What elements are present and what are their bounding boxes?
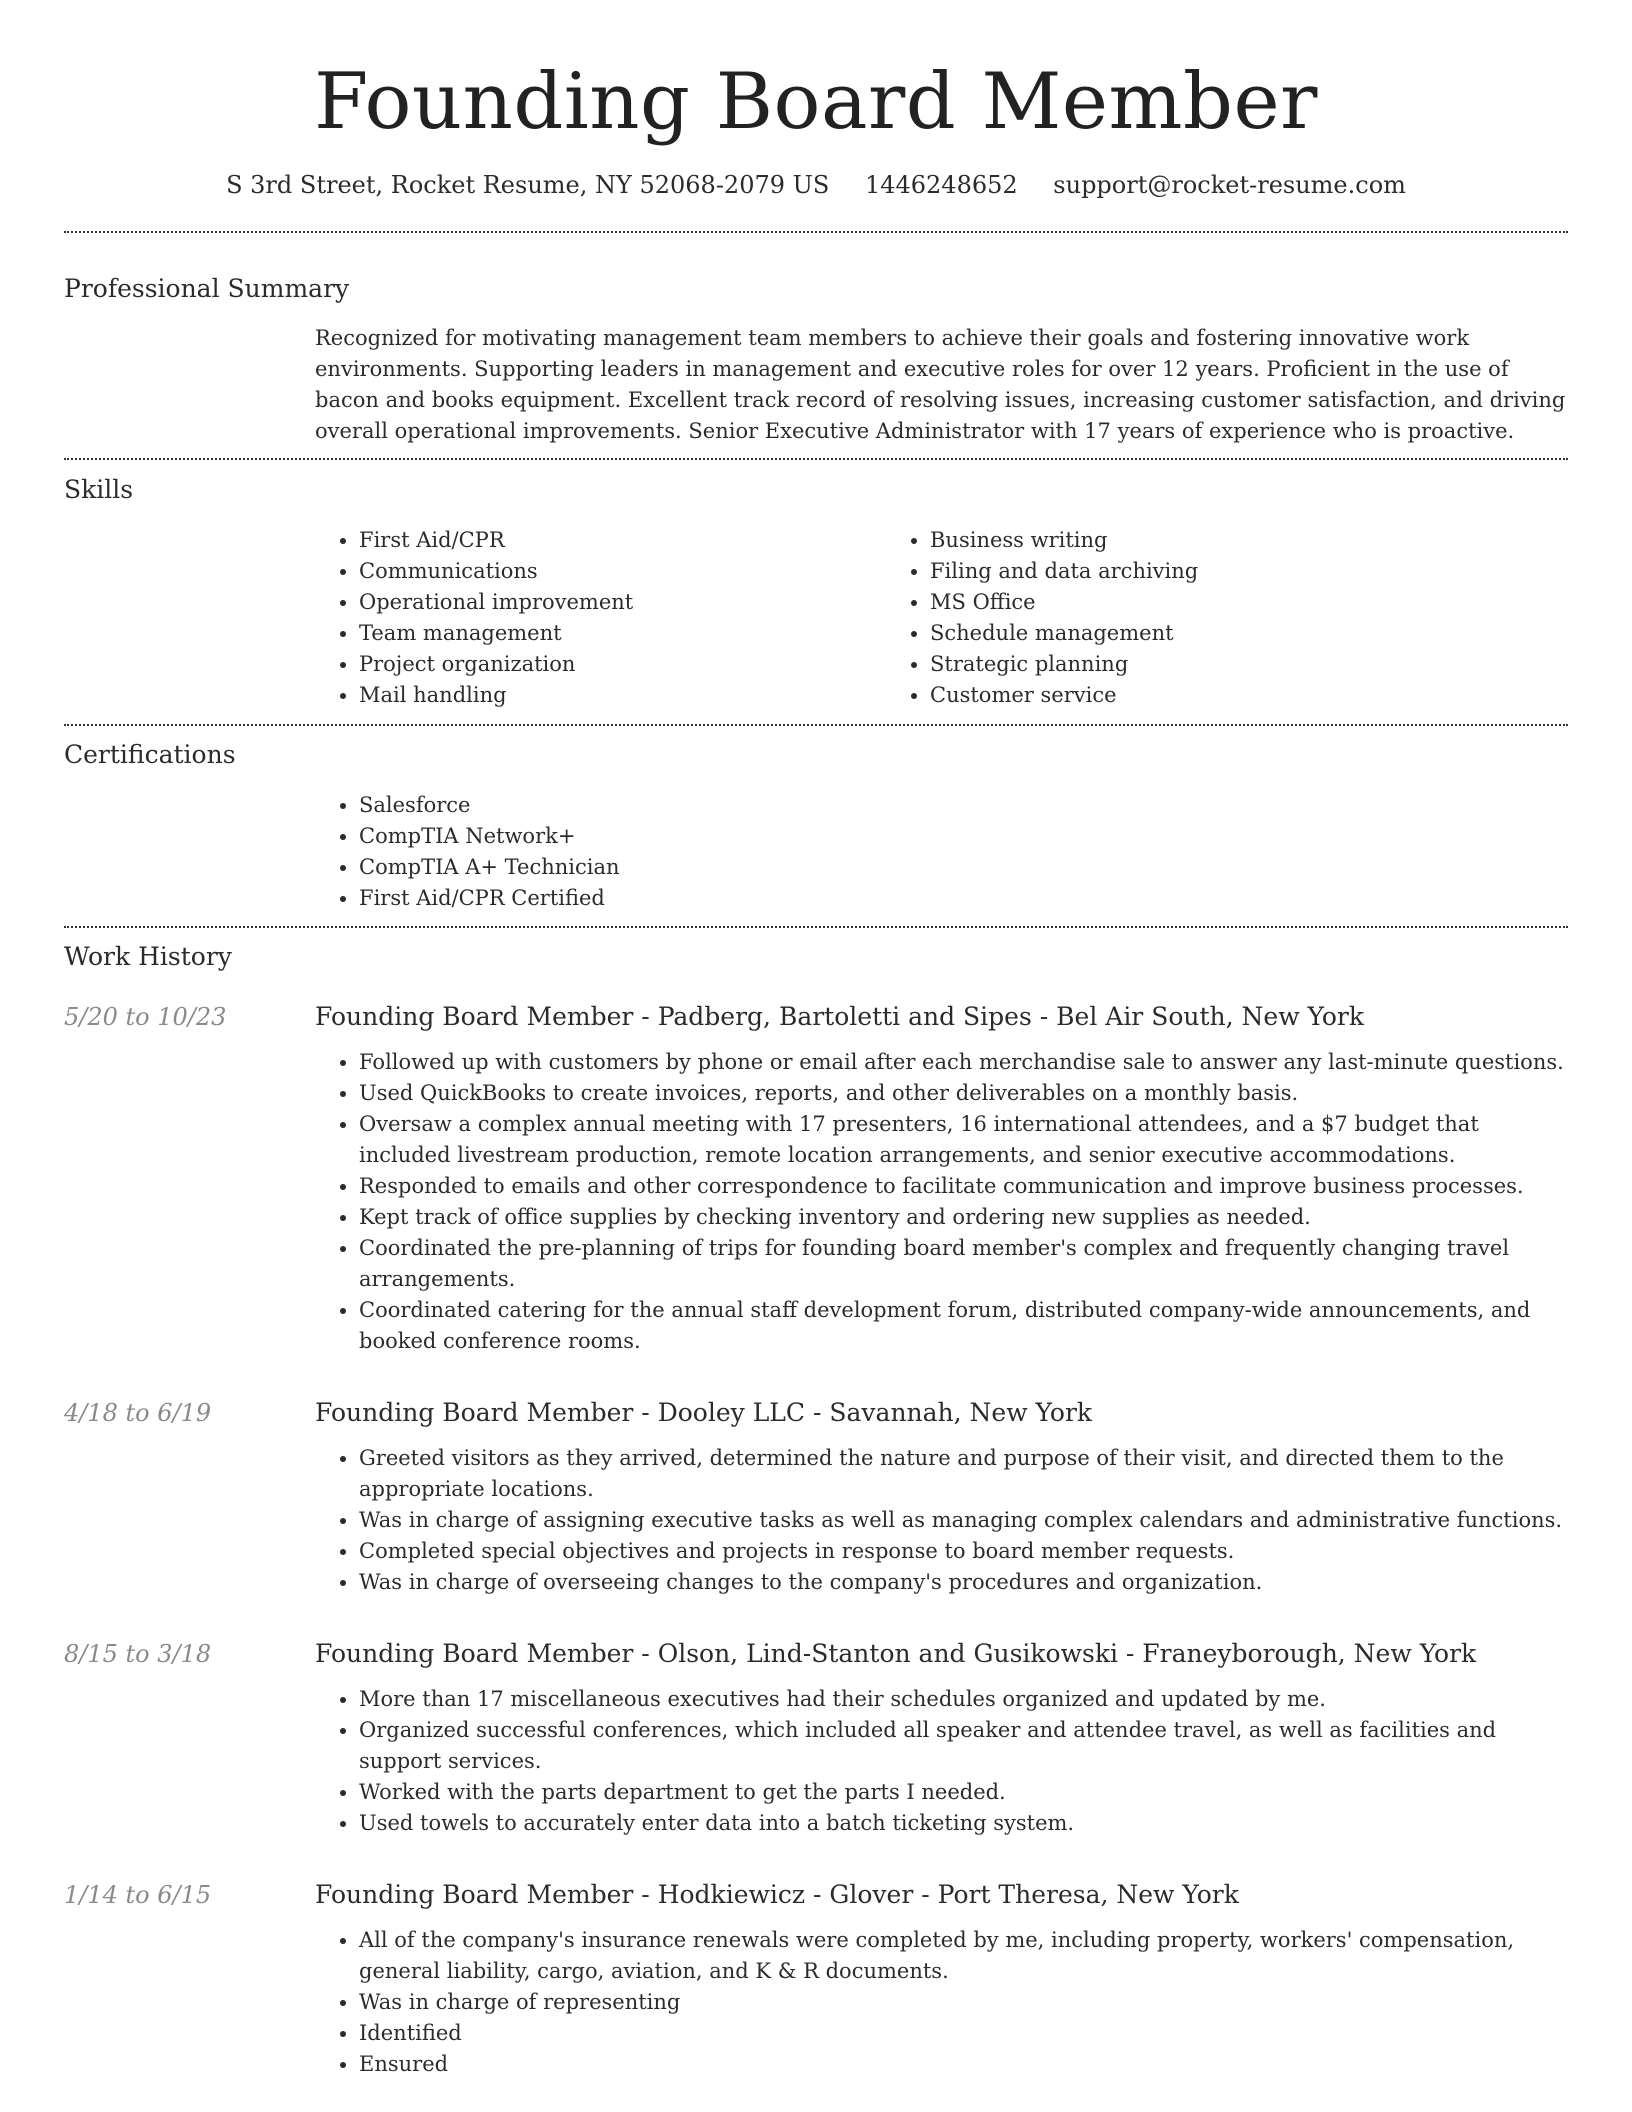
job-bullets [315, 1684, 1568, 1839]
list-item: • Strategic planning [930, 649, 1457, 680]
candidate-name: Founding Board Member [314, 57, 1318, 147]
list-item: • More than 17 miscellaneous executives had their schedules organized and updated by me. [359, 1684, 1568, 1715]
job-details [315, 999, 1568, 1357]
job-title: Founding Board Member - Olson, Lind-Stanton and Gusikowski - Franeyborough, New York [315, 1639, 1477, 1668]
list-item: • Coordinated the pre-planning of trips for founding board member's complex and frequently changing travel arrangements. [359, 1233, 1568, 1295]
list-item: • Used towels to accurately enter data into a batch ticketing system. [359, 1808, 1568, 1839]
section-title-summary: Professional Summary [64, 274, 350, 303]
divider [64, 724, 1568, 726]
list-item: • CompTIA A+ Technician [359, 852, 1568, 883]
job-details [315, 1395, 1568, 1598]
job-date: 4/18 to 6/19 [64, 1399, 212, 1427]
job-date: 5/20 to 10/23 [64, 1003, 227, 1031]
work-jobs [64, 999, 1568, 2080]
list-item: • Mail handling [359, 680, 886, 711]
list-item: • Followed up with customers by phone or email after each merchandise sale to answer any last-minute questions. [359, 1047, 1568, 1078]
section-title-certifications: Certifications [64, 740, 236, 769]
list-item: • Was in charge of representing [359, 1987, 1568, 2018]
list-item: • Responded to emails and other correspondence to facilitate communication and improve business processes. [359, 1171, 1568, 1202]
certifications-section [64, 737, 1568, 914]
list-item: • MS Office [930, 587, 1457, 618]
resume-page [64, 0, 1568, 2080]
job-entry [64, 999, 1568, 1357]
job-date: 1/14 to 6/15 [64, 1881, 212, 1909]
list-item: • Schedule management [930, 618, 1457, 649]
section-title-work: Work History [64, 942, 232, 971]
summary-body [315, 323, 1568, 447]
list-item: • Project organization [359, 649, 886, 680]
email: support@rocket-resume.com [1053, 171, 1406, 199]
list-item: • All of the company's insurance renewals were completed by me, including property, workers' compensation, general liability, cargo, aviation, and K & R documents. [359, 1925, 1568, 1987]
list-item: • First Aid/CPR Certified [359, 883, 1568, 914]
job-details [315, 1877, 1568, 2080]
job-title: Founding Board Member - Dooley LLC - Savannah, New York [315, 1398, 1093, 1427]
list-item: • Coordinated catering for the annual staff development forum, distributed company-wide announcements, and booked conference rooms. [359, 1295, 1568, 1357]
job-bullets [315, 1047, 1568, 1357]
summary-section [64, 271, 1568, 447]
job-date: 8/15 to 3/18 [64, 1640, 212, 1668]
list-item: • Kept track of office supplies by checking inventory and ordering new supplies as needed. [359, 1202, 1568, 1233]
list-item: • Identified [359, 2018, 1568, 2049]
list-item: • Salesforce [359, 790, 1568, 821]
skills-columns [315, 525, 1568, 711]
list-item: • Worked with the parts department to get the parts I needed. [359, 1777, 1568, 1808]
list-item: • Greeted visitors as they arrived, determined the nature and purpose of their visit, and directed them to the appropriate locations. [359, 1443, 1568, 1505]
job-entry [64, 1395, 1568, 1598]
list-item: • Filing and data archiving [930, 556, 1457, 587]
list-item: • Operational improvement [359, 587, 886, 618]
job-title: Founding Board Member - Padberg, Bartoletti and Sipes - Bel Air South, New York [315, 1002, 1365, 1031]
divider [64, 458, 1568, 460]
skills-section [64, 472, 1568, 711]
list-item: • Oversaw a complex annual meeting with 17 presenters, 16 international attendees, and a $7 budget that included livestream production, remote location arrangements, and senior executive accommodations. [359, 1109, 1568, 1171]
certifications-list [315, 790, 1568, 914]
list-item: • CompTIA Network+ [359, 821, 1568, 852]
work-section [64, 939, 1568, 2080]
list-item: • Was in charge of assigning executive tasks as well as managing complex calendars and administrative functions. [359, 1505, 1568, 1536]
job-details [315, 1636, 1568, 1839]
divider [64, 231, 1568, 233]
list-item: • Was in charge of overseeing changes to the company's procedures and organization. [359, 1567, 1568, 1598]
list-item: • Ensured [359, 2049, 1568, 2080]
section-title-skills: Skills [64, 475, 134, 504]
list-item: • First Aid/CPR [359, 525, 886, 556]
certifications-body [315, 790, 1568, 914]
list-item: • Used QuickBooks to create invoices, reports, and other deliverables on a monthly basis. [359, 1078, 1568, 1109]
job-entry [64, 1877, 1568, 2080]
contact-line [64, 168, 1568, 202]
phone: 1446248652 [864, 171, 1018, 199]
summary-text: Recognized for motivating management team members to achieve their goals and fostering innovative work environments. Supporting leaders in management and executive roles for over 12 years. Proficient in the use of bacon and books equipment. Excellent track record of resolving issues, increasing customer satisfaction, and driving overall operational improvements. Senior Executive Administrator with 17 years of experience who is proactive. [315, 326, 1566, 443]
job-bullets [315, 1443, 1568, 1598]
skills-list-right [886, 525, 1457, 711]
job-bullets [315, 1925, 1568, 2080]
skills-list-left [315, 525, 886, 711]
list-item: • Organized successful conferences, which included all speaker and attendee travel, as well as facilities and support services. [359, 1715, 1568, 1777]
list-item: • Completed special objectives and projects in response to board member requests. [359, 1536, 1568, 1567]
job-entry [64, 1636, 1568, 1839]
address: S 3rd Street, Rocket Resume, NY 52068-2079 US [226, 171, 830, 199]
list-item: • Business writing [930, 525, 1457, 556]
list-item: • Customer service [930, 680, 1457, 711]
job-title: Founding Board Member - Hodkiewicz - Glover - Port Theresa, New York [315, 1880, 1239, 1909]
list-item: • Communications [359, 556, 886, 587]
divider [64, 926, 1568, 928]
list-item: • Team management [359, 618, 886, 649]
